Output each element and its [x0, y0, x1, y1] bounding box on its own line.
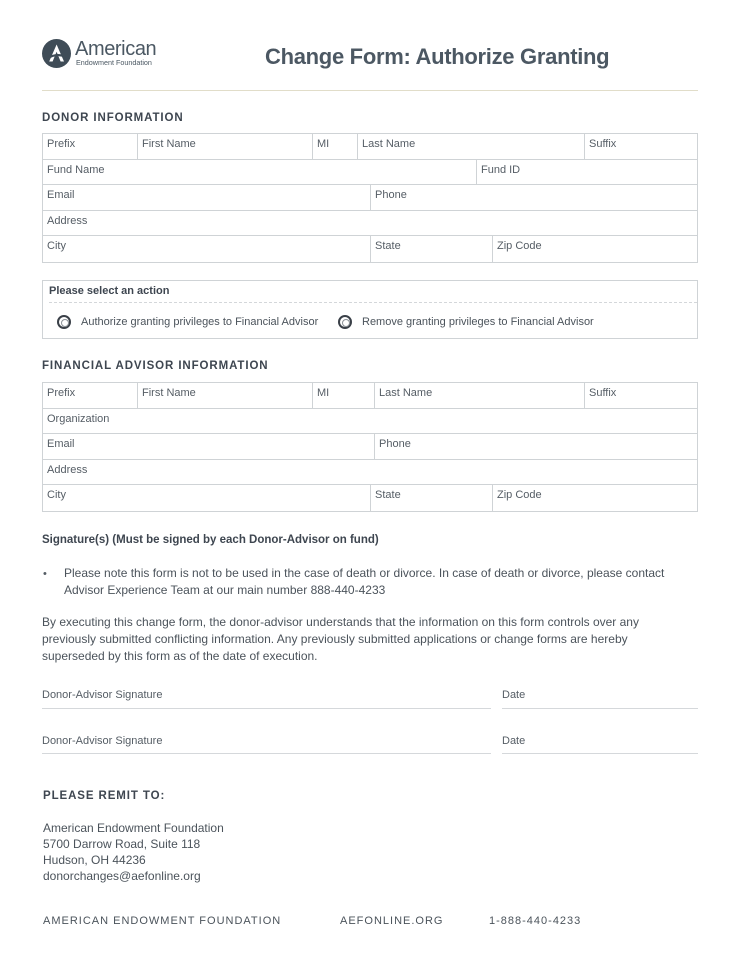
signature-label: Donor-Advisor Signature — [42, 689, 163, 701]
donor-email-field[interactable]: Email — [43, 185, 371, 210]
remove-radio[interactable] — [338, 315, 352, 329]
donor-mi-field[interactable]: MI — [313, 134, 358, 159]
logo-subtitle: Endowment Foundation — [76, 58, 152, 67]
donor-address-row — [43, 211, 697, 237]
advisor-city-row — [43, 485, 697, 511]
bullet-dot-icon: • — [43, 568, 47, 580]
footer-phone: 1-888-440-4233 — [489, 915, 582, 927]
footer-org: AMERICAN ENDOWMENT FOUNDATION — [43, 915, 282, 927]
execution-paragraph: By executing this change form, the donor-advisor understands that the information on this form controls over any previously submitted conflicting information. Any previously submitted applications or change forms are hereby superseded by this form as of the date of execution. — [42, 615, 639, 663]
advisor-mi-field[interactable]: MI — [313, 383, 375, 408]
date-line[interactable] — [502, 708, 698, 709]
donor-state-field[interactable]: State — [371, 236, 493, 262]
page-header — [0, 0, 740, 92]
donor-section-title: DONOR INFORMATION — [42, 112, 184, 124]
advisor-info-grid — [42, 382, 698, 512]
signature-line[interactable] — [42, 708, 491, 709]
authorize-radio[interactable] — [57, 315, 71, 329]
signature-line[interactable] — [42, 753, 491, 754]
authorize-option-label[interactable]: Authorize granting privileges to Financial Advisor — [81, 316, 319, 328]
date-line[interactable] — [502, 753, 698, 754]
advisor-zip-field[interactable]: Zip Code — [497, 489, 542, 502]
remit-email: donorchanges@aefonline.org — [43, 869, 201, 883]
advisor-prefix-field[interactable]: Prefix — [43, 383, 138, 408]
footer-website: AEFONLINE.ORG — [340, 915, 444, 927]
dashed-divider — [49, 302, 697, 303]
advisor-organization-field[interactable]: Organization — [47, 412, 110, 425]
advisor-last-name-field[interactable]: Last Name — [375, 383, 585, 408]
advisor-suffix-field[interactable]: Suffix — [589, 387, 617, 399]
action-title: Please select an action — [49, 285, 170, 297]
advisor-section-title: FINANCIAL ADVISOR INFORMATION — [42, 360, 269, 372]
donor-address-field[interactable]: Address — [47, 214, 88, 227]
advisor-address-field[interactable]: Address — [47, 463, 88, 476]
advisor-org-row — [43, 409, 697, 435]
logo-mark-icon — [42, 39, 71, 68]
remit-street: 5700 Darrow Road, Suite 118 — [43, 837, 201, 851]
donor-fund-id-field[interactable]: Fund ID — [481, 163, 521, 176]
logo — [42, 38, 182, 72]
header-divider — [42, 90, 698, 91]
donor-last-name-field[interactable]: Last Name — [358, 134, 585, 159]
donor-name-row — [43, 134, 697, 160]
donor-prefix-field[interactable]: Prefix — [43, 134, 138, 159]
remit-title: PLEASE REMIT TO: — [43, 790, 166, 802]
donor-phone-field[interactable]: Phone — [375, 189, 407, 202]
donor-suffix-field[interactable]: Suffix — [589, 138, 617, 150]
advisor-state-field[interactable]: State — [371, 485, 493, 511]
donor-info-grid — [42, 133, 698, 263]
donor-zip-field[interactable]: Zip Code — [497, 240, 542, 253]
advisor-contact-row — [43, 434, 697, 460]
remit-org-name: American Endowment Foundation — [43, 821, 224, 835]
signature-heading: Signature(s) (Must be signed by each Donor-Advisor on fund) — [42, 534, 379, 546]
advisor-city-field[interactable]: City — [43, 485, 371, 511]
donor-first-name-field[interactable]: First Name — [138, 134, 313, 159]
date-label: Date — [502, 735, 526, 747]
donor-contact-row — [43, 185, 697, 211]
death-divorce-note: Please note this form is not to be used in the case of death or divorce. In case of death or divorce, please contact Advisor Experience Team at our main number 888-440-4233 — [64, 566, 665, 597]
advisor-phone-field[interactable]: Phone — [379, 438, 411, 451]
advisor-address-row — [43, 460, 697, 486]
advisor-email-field[interactable]: Email — [43, 434, 375, 459]
donor-city-field[interactable]: City — [43, 236, 371, 262]
logo-name: American — [75, 38, 157, 60]
donor-city-row — [43, 236, 697, 262]
donor-fund-row — [43, 160, 697, 186]
advisor-name-row — [43, 383, 697, 409]
remove-option-label[interactable]: Remove granting privileges to Financial Advisor — [362, 316, 594, 328]
advisor-first-name-field[interactable]: First Name — [138, 383, 313, 408]
form-title: Change Form: Authorize Granting — [265, 44, 610, 69]
action-selection-box — [42, 280, 698, 339]
signature-label: Donor-Advisor Signature — [42, 735, 163, 747]
remit-city: Hudson, OH 44236 — [43, 853, 146, 867]
date-label: Date — [502, 689, 526, 701]
donor-fund-name-field[interactable]: Fund Name — [43, 160, 477, 185]
